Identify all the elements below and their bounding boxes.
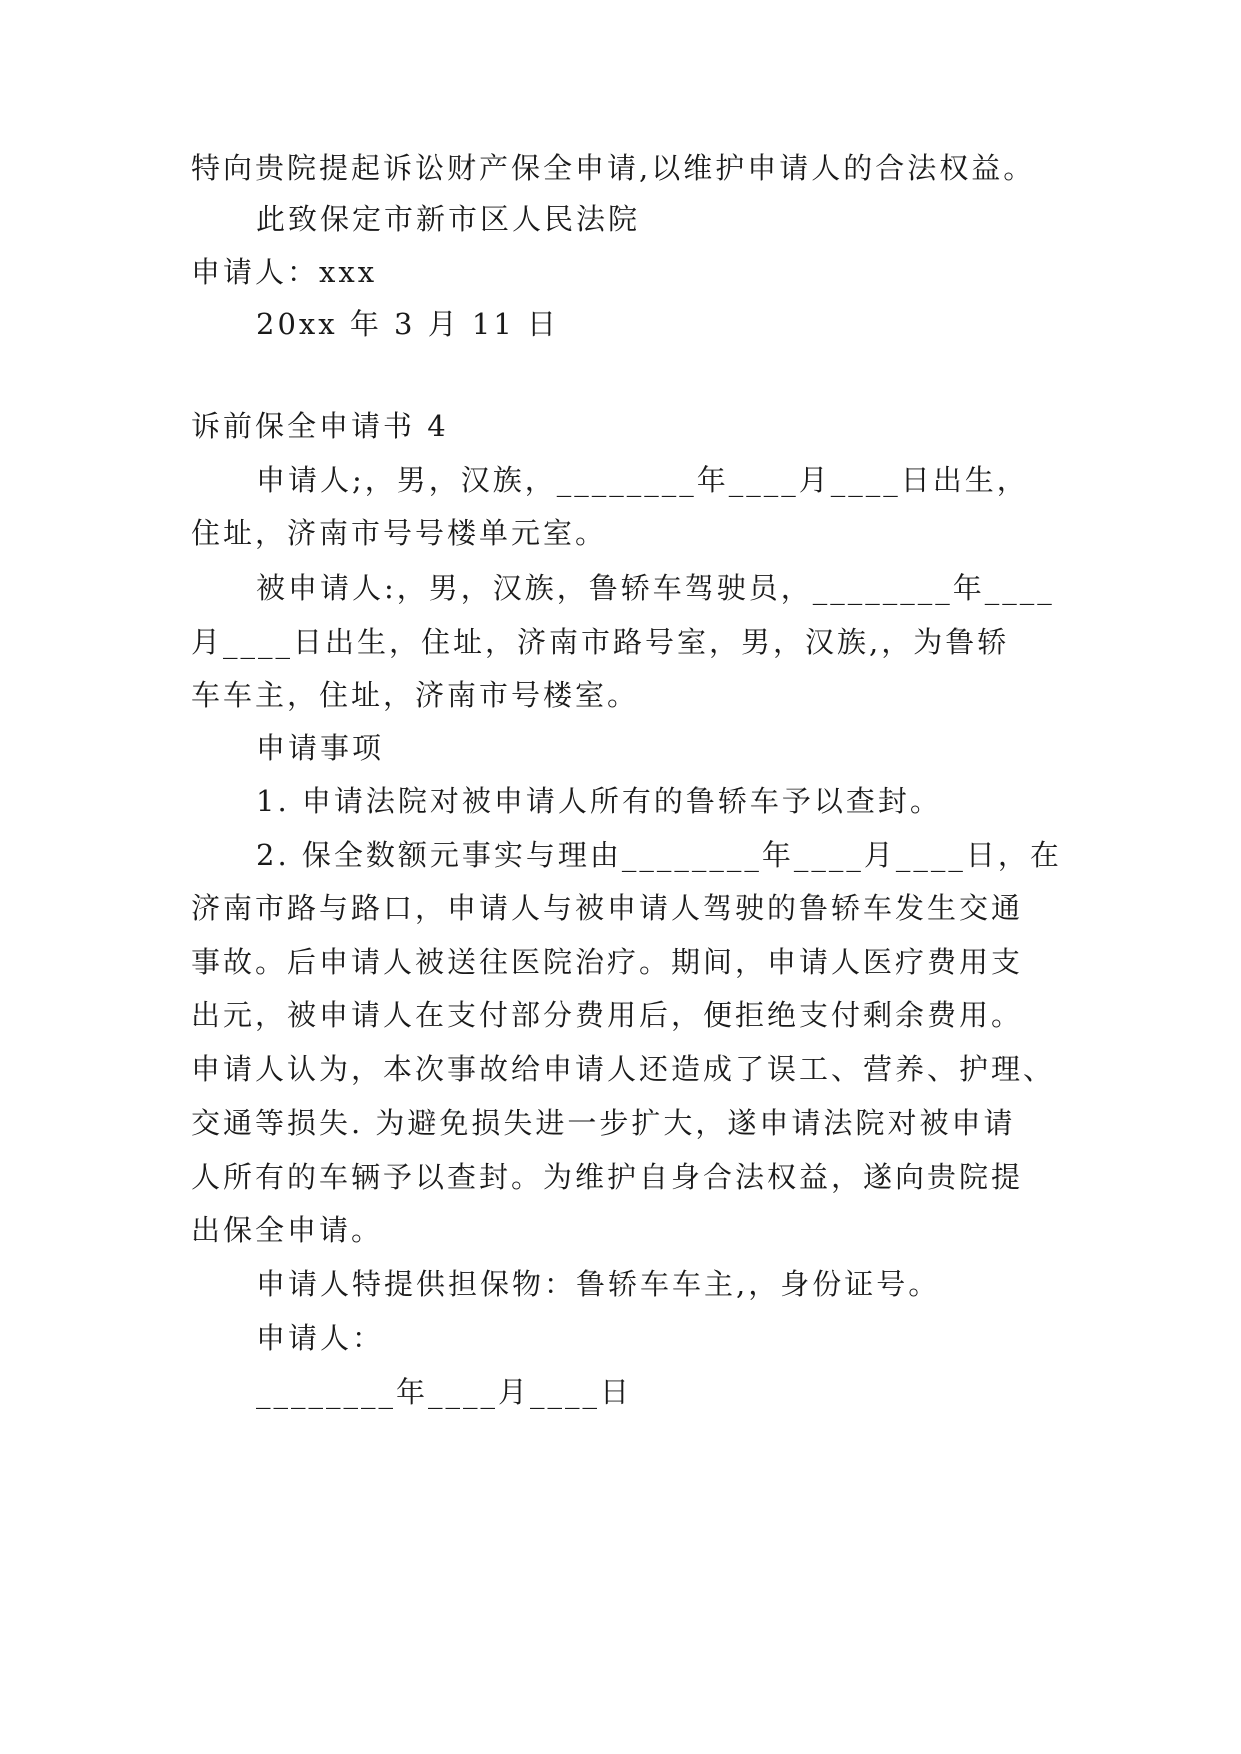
matter-item-2-line: 出元，被申请人在支付部分费用后，便拒绝支付剩余费用。 [191,998,1024,1032]
matter-item-2-line: 济南市路与路口，申请人与被申请人驾驶的鲁轿车发生交通 [191,891,1024,925]
applicant-signature: 申请人： [256,1321,385,1355]
respondent-info-line: 被申请人:，男，汉族，鲁轿车驾驶员，________年____ [256,571,1055,605]
matter-item-2-line: 事故。后申请人被送往医院治疗。期间，申请人医疗费用支 [191,945,1024,979]
addressee-line: 此致保定市新市区人民法院 [256,202,641,236]
matters-heading: 申请事项 [256,731,385,765]
applicant-info-line: 住址，济南市号号楼单元室。 [191,516,608,550]
date-blank-line: ________年____月____日 [256,1375,633,1409]
date-line: 20xx 年 3 月 11 日 [256,307,560,341]
respondent-info-line: 车车主，住址，济南市号楼室。 [191,678,640,712]
section-title: 诉前保全申请书 4 [191,409,449,443]
applicant-info-line: 申请人;，男，汉族，________年____月____日出生， [256,463,1029,497]
matter-item-1: 1. 申请法院对被申请人所有的鲁轿车予以查封。 [256,784,942,818]
respondent-info-line: 月____日出生，住址，济南市路号室，男，汉族,，为鲁轿 [191,625,1010,659]
applicant-signature: 申请人：xxx [191,255,378,289]
matter-item-2-line: 出保全申请。 [191,1213,384,1247]
matter-item-2-line: 申请人认为，本次事故给申请人还造成了误工、营养、护理、 [191,1052,1056,1086]
paragraph-line: 特向贵院提起诉讼财产保全申请,以维护申请人的合法权益。 [191,151,1036,185]
matter-item-2-line: 人所有的车辆予以查封。为维护自身合法权益，遂向贵院提 [191,1160,1024,1194]
matter-item-2-line: 交通等损失. 为避免损失进一步扩大，遂申请法院对被申请 [191,1106,1016,1140]
matter-item-2-line: 2. 保全数额元事实与理由________年____月____日，在 [256,838,1062,872]
guarantee-line: 申请人特提供担保物：鲁轿车车主,，身份证号。 [256,1267,941,1301]
